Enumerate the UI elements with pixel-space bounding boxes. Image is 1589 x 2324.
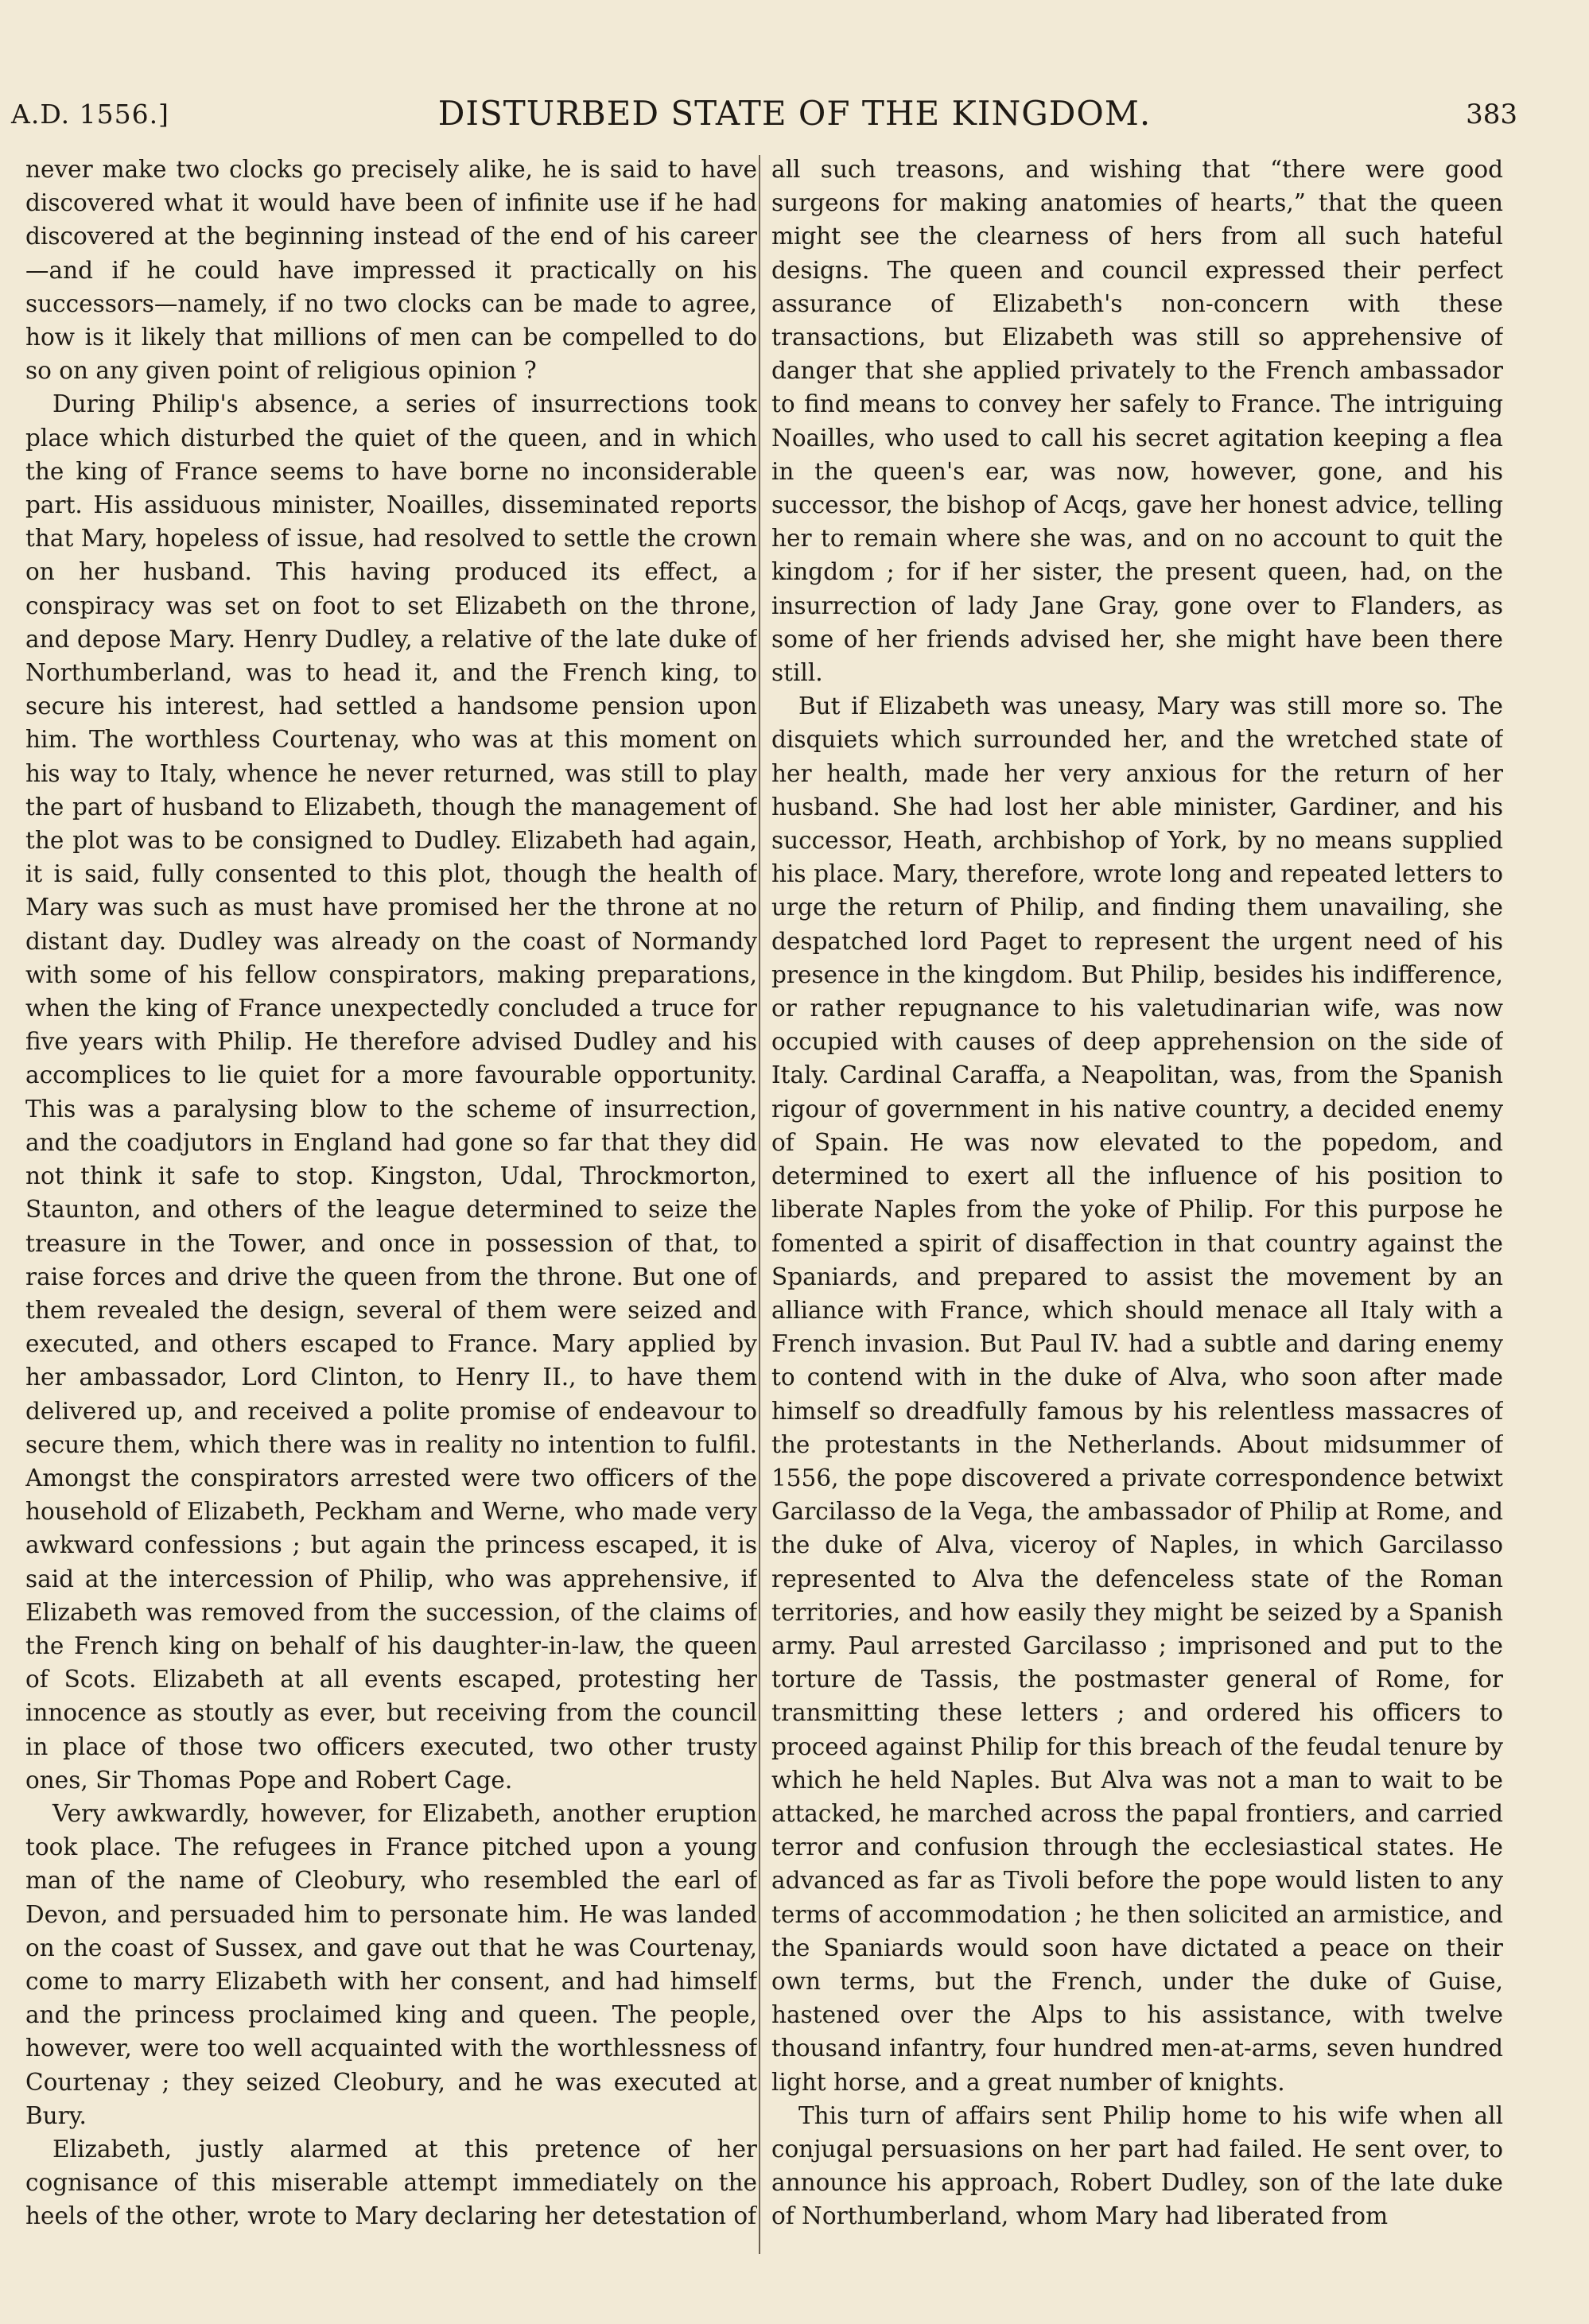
header-date: A.D. 1556.] xyxy=(11,99,169,130)
column-divider xyxy=(759,155,760,2254)
right-column xyxy=(771,153,1503,2252)
paragraph: Elizabeth, justly alarmed at this pretence of her cognisance of this miserable attempt immediately on the heels of the other, wrote to Mary declaring her detestation of xyxy=(25,2135,757,2230)
left-column xyxy=(25,153,757,2252)
page-number: 383 xyxy=(1466,99,1517,130)
paragraph: never make two clocks go precisely alike, he is said to have discovered what it would have been of infinite use if he had discovered at the beginning instead of the end of his career—and if he could have impressed it practically on his successors—namely, if no two clocks can be made to agree, how is it likely that millions of men can be compelled to do so on any given point of religious opinion ? xyxy=(25,156,757,385)
paragraph: During Philip's absence, a series of insurrections took place which disturbed the quiet of the queen, and in which the king of France seems to have borne no inconsiderable part. His assiduous minister, Noailles, disseminated reports that Mary, hopeless of issue, had resolved to settle the crown on her husband. This having produced its effect, a conspiracy was set on foot to set Elizabeth on the throne, and depose Mary. Henry Dudley, a relative of the late duke of Northumberland, was to head it, and the French king, to secure his interest, had settled a handsome pension upon him. The worthless Courtenay, who was at this moment on his way to Italy, whence he never returned, was still to play the part of husband to Elizabeth, though the management of the plot was to be consigned to Dudley. Elizabeth had again, it is said, fully consented to this plot, though the health of Mary was such as must have promised her the throne at no distant day. Dudley was already on the coast of Normandy with some of his fellow conspirators, making preparations, when the king of France unexpectedly concluded a truce for five years with Philip. He therefore advised Dudley and his accomplices to lie quiet for a more favourable opportunity. This was a paralysing blow to the scheme of insurrection, and the coadjutors in England had gone so far that they did not think it safe to stop. Kingston, Udal, Throckmorton, Staunton, and others of the league determined to seize the treasure in the Tower, and once in possession of that, to raise forces and drive the queen from the throne. But one of them revealed the design, several of them were seized and executed, and others escaped to France. Mary applied by her ambassador, Lord Clinton, to Henry II., to have them delivered up, and received a polite promise of endeavour to secure them, which there was in reality no intention to fulfil. Amongst the conspirators arrested were two officers of the household of Elizabeth, Peckham and Werne, who made very awkward confessions ; but again the princess escaped, it is said at the intercession of Philip, who was apprehensive, if Elizabeth was removed from the succession, of the claims of the French king on behalf of his daughter-in-law, the queen of Scots. Elizabeth at all events escaped, protesting her innocence as stoutly as ever, but receiving from the council in place of those two officers executed, two other trusty ones, Sir Thomas Pope and Robert Cage. xyxy=(25,390,757,1794)
header-title: DISTURBED STATE OF THE KINGDOM. xyxy=(437,94,1152,133)
paragraph: This turn of affairs sent Philip home to his wife when all conjugal persuasions on her part had failed. He sent over, to announce his approach, Robert Dudley, son of the late duke of Northumberland, whom Mary had liberated from xyxy=(771,2101,1503,2230)
paragraph: But if Elizabeth was uneasy, Mary was still more so. The disquiets which surrounded her, and the wretched state of her health, made her very anxious for the return of her husband. She had lost her able minister, Gardiner, and his successor, Heath, archbishop of York, by no means supplied his place. Mary, therefore, wrote long and repeated letters to urge the return of Philip, and finding them unavailing, she despatched lord Paget to represent the urgent need of his presence in the kingdom. But Philip, besides his indifference, or rather repugnance to his valetudinarian wife, was now occupied with causes of deep apprehension on the side of Italy. Cardinal Caraffa, a Neapolitan, was, from the Spanish rigour of government in his native country, a decided enemy of Spain. He was now elevated to the popedom, and determined to exert all the influence of his position to liberate Naples from the yoke of Philip. For this purpose he fomented a spirit of disaffection in that country against the Spaniards, and prepared to assist the movement by an alliance with France, which should menace all Italy with a French invasion. But Paul IV. had a subtle and daring enemy to contend with in the duke of Alva, who soon after made himself so dreadfully famous by his relentless massacres of the protestants in the Netherlands. About midsummer of 1556, the pope discovered a private correspondence betwixt Garcilasso de la Vega, the ambassador of Philip at Rome, and the duke of Alva, viceroy of Naples, in which Garcilasso represented to Alva the defenceless state of the Roman territories, and how easily they might be seized by a Spanish army. Paul arrested Garcilasso ; imprisoned and put to the torture de Tassis, the postmaster general of Rome, for transmitting these letters ; and ordered his officers to proceed against Philip for this breach of the feudal tenure by which he held Naples. But Alva was not a man to wait to be attacked, he marched across the papal frontiers, and carried terror and confusion through the ecclesiastical states. He advanced as far as Tivoli before the pope would listen to any terms of accommodation ; he then solicited an armistice, and the Spaniards would soon have dictated a peace on their own terms, but the French, under the duke of Guise, hastened over the Alps to his assistance, with twelve thousand infantry, four hundred men-at-arms, seven hundred light horse, and a great number of knights. xyxy=(771,693,1503,2096)
paragraph: Very awkwardly, however, for Elizabeth, another eruption took place. The refugees in France pitched upon a young man of the name of Cleobury, who resembled the earl of Devon, and persuaded him to personate him. He was landed on the coast of Sussex, and gave out that he was Courtenay, come to marry Elizabeth with her consent, and had himself and the princess proclaimed king and queen. The people, however, were too well acquainted with the worthlessness of Courtenay ; they seized Cleobury, and he was executed at Bury. xyxy=(25,1799,757,2129)
running-header xyxy=(0,94,1589,142)
paragraph: all such treasons, and wishing that “there were good surgeons for making anatomies of hearts,” that the queen might see the clearness of hers from all such hateful designs. The queen and council expressed their perfect assurance of Elizabeth's non-concern with these transactions, but Elizabeth was still so apprehensive of danger that she applied privately to the French ambassador to find means to convey her safely to France. The intriguing Noailles, who used to call his secret agitation keeping a flea in the queen's ear, was now, however, gone, and his successor, the bishop of Acqs, gave her honest advice, telling her to remain where she was, and on no account to quit the kingdom ; for if her sister, the present queen, had, on the insurrection of lady Jane Gray, gone over to Flanders, as some of her friends advised her, she might have been there still. xyxy=(771,156,1503,687)
